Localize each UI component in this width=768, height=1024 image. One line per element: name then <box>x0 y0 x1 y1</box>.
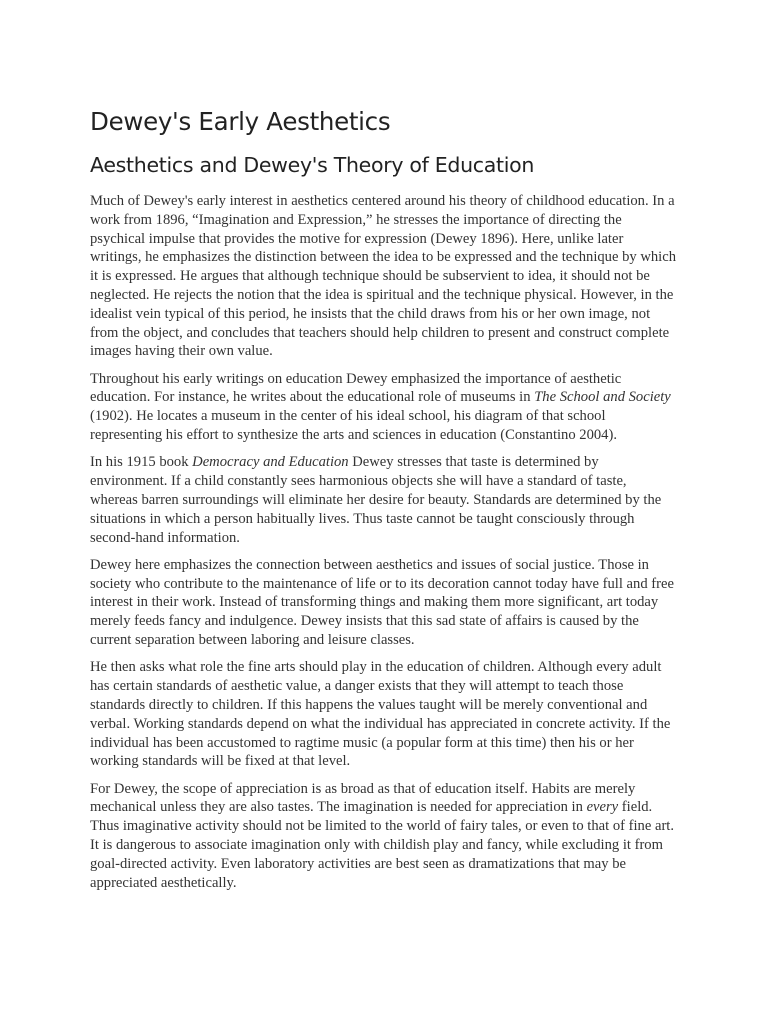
emphasis-every: every <box>586 799 619 816</box>
article-title: Dewey's Early Aesthetics <box>90 107 391 136</box>
section-heading: Aesthetics and Dewey's Theory of Education <box>90 153 535 177</box>
paragraph-3: In his 1915 book Democracy and Education Dewey stresses that taste is determined by environment. If a child constantly sees harmonious objects she will have a standard of taste, whereas barren surroundings will eliminate her desire for beauty. Standards are determined by the situations in which a person habitually lives. Thus taste cannot be taught consciously through second-hand information. <box>90 454 662 546</box>
book-title-school-and-society: The School and Society <box>534 389 671 406</box>
paragraph-6: For Dewey, the scope of appreciation is as broad as that of education itself. Habits are merely mechanical unless they are also tastes. The imagination is needed for appreciation in every field. Thus imaginative activity should not be limited to the world of fairy tales, or even to that of fine art. It is dangerous to associate imagination only with childish play and fancy, while excluding it from goal-directed activity. Even laboratory activities are best seen as dramatizations that may be appreciated aesthetically. <box>90 780 675 891</box>
paragraph-2: Throughout his early writings on education Dewey emphasized the importance of aesthetic education. For instance, he writes about the educational role of museums in The School and Society (1902). He locates a museum in the center of his ideal school, his diagram of that school representing his effort to synthesize the arts and sciences in education (Constantino 2004). <box>90 370 671 444</box>
paragraph-4: Dewey here emphasizes the connection between aesthetics and issues of social justice. Those in society who contribute to the maintenance of life or to its decoration cannot today have full and free interest in their work. Instead of transforming things and making them more significant, art today merely feeds fancy and indulgence. Dewey insists that this sad state of affairs is caused by the current separation between laboring and leisure classes. <box>90 556 674 649</box>
article <box>90 104 678 892</box>
paragraph-1: Much of Dewey's early interest in aesthetics centered around his theory of childhood education. In a work from 1896, “Imagination and Expression,” he stresses the importance of directing the psychical impulse that provides the motive for expression (Dewey 1896). Here, unlike later writings, he emphasizes the distinction between the idea to be expressed and the technique by which it is expressed. He argues that although technique should be subservient to idea, it should not be neglected. He rejects the notion that the idea is spiritual and the technique physical. However, in the idealist vein typical of this period, he insists that the child draws from his or her own image, not from the object, and concludes that teachers should help children to present and construct complete images having their own value. <box>90 193 677 360</box>
book-title-democracy-and-education: Democracy and Education <box>192 454 349 471</box>
paragraph-5: He then asks what role the fine arts should play in the education of children. Although every adult has certain standards of aesthetic value, a danger exists that they will attempt to teach those standards directly to children. If this happens the values taught will be merely conventional and verbal. Working standards depend on what the individual has appreciated in concrete activity. If the individual has been accustomed to ragtime music (a popular form at this time) then his or her working standards will be fixed at that level. <box>90 659 671 770</box>
